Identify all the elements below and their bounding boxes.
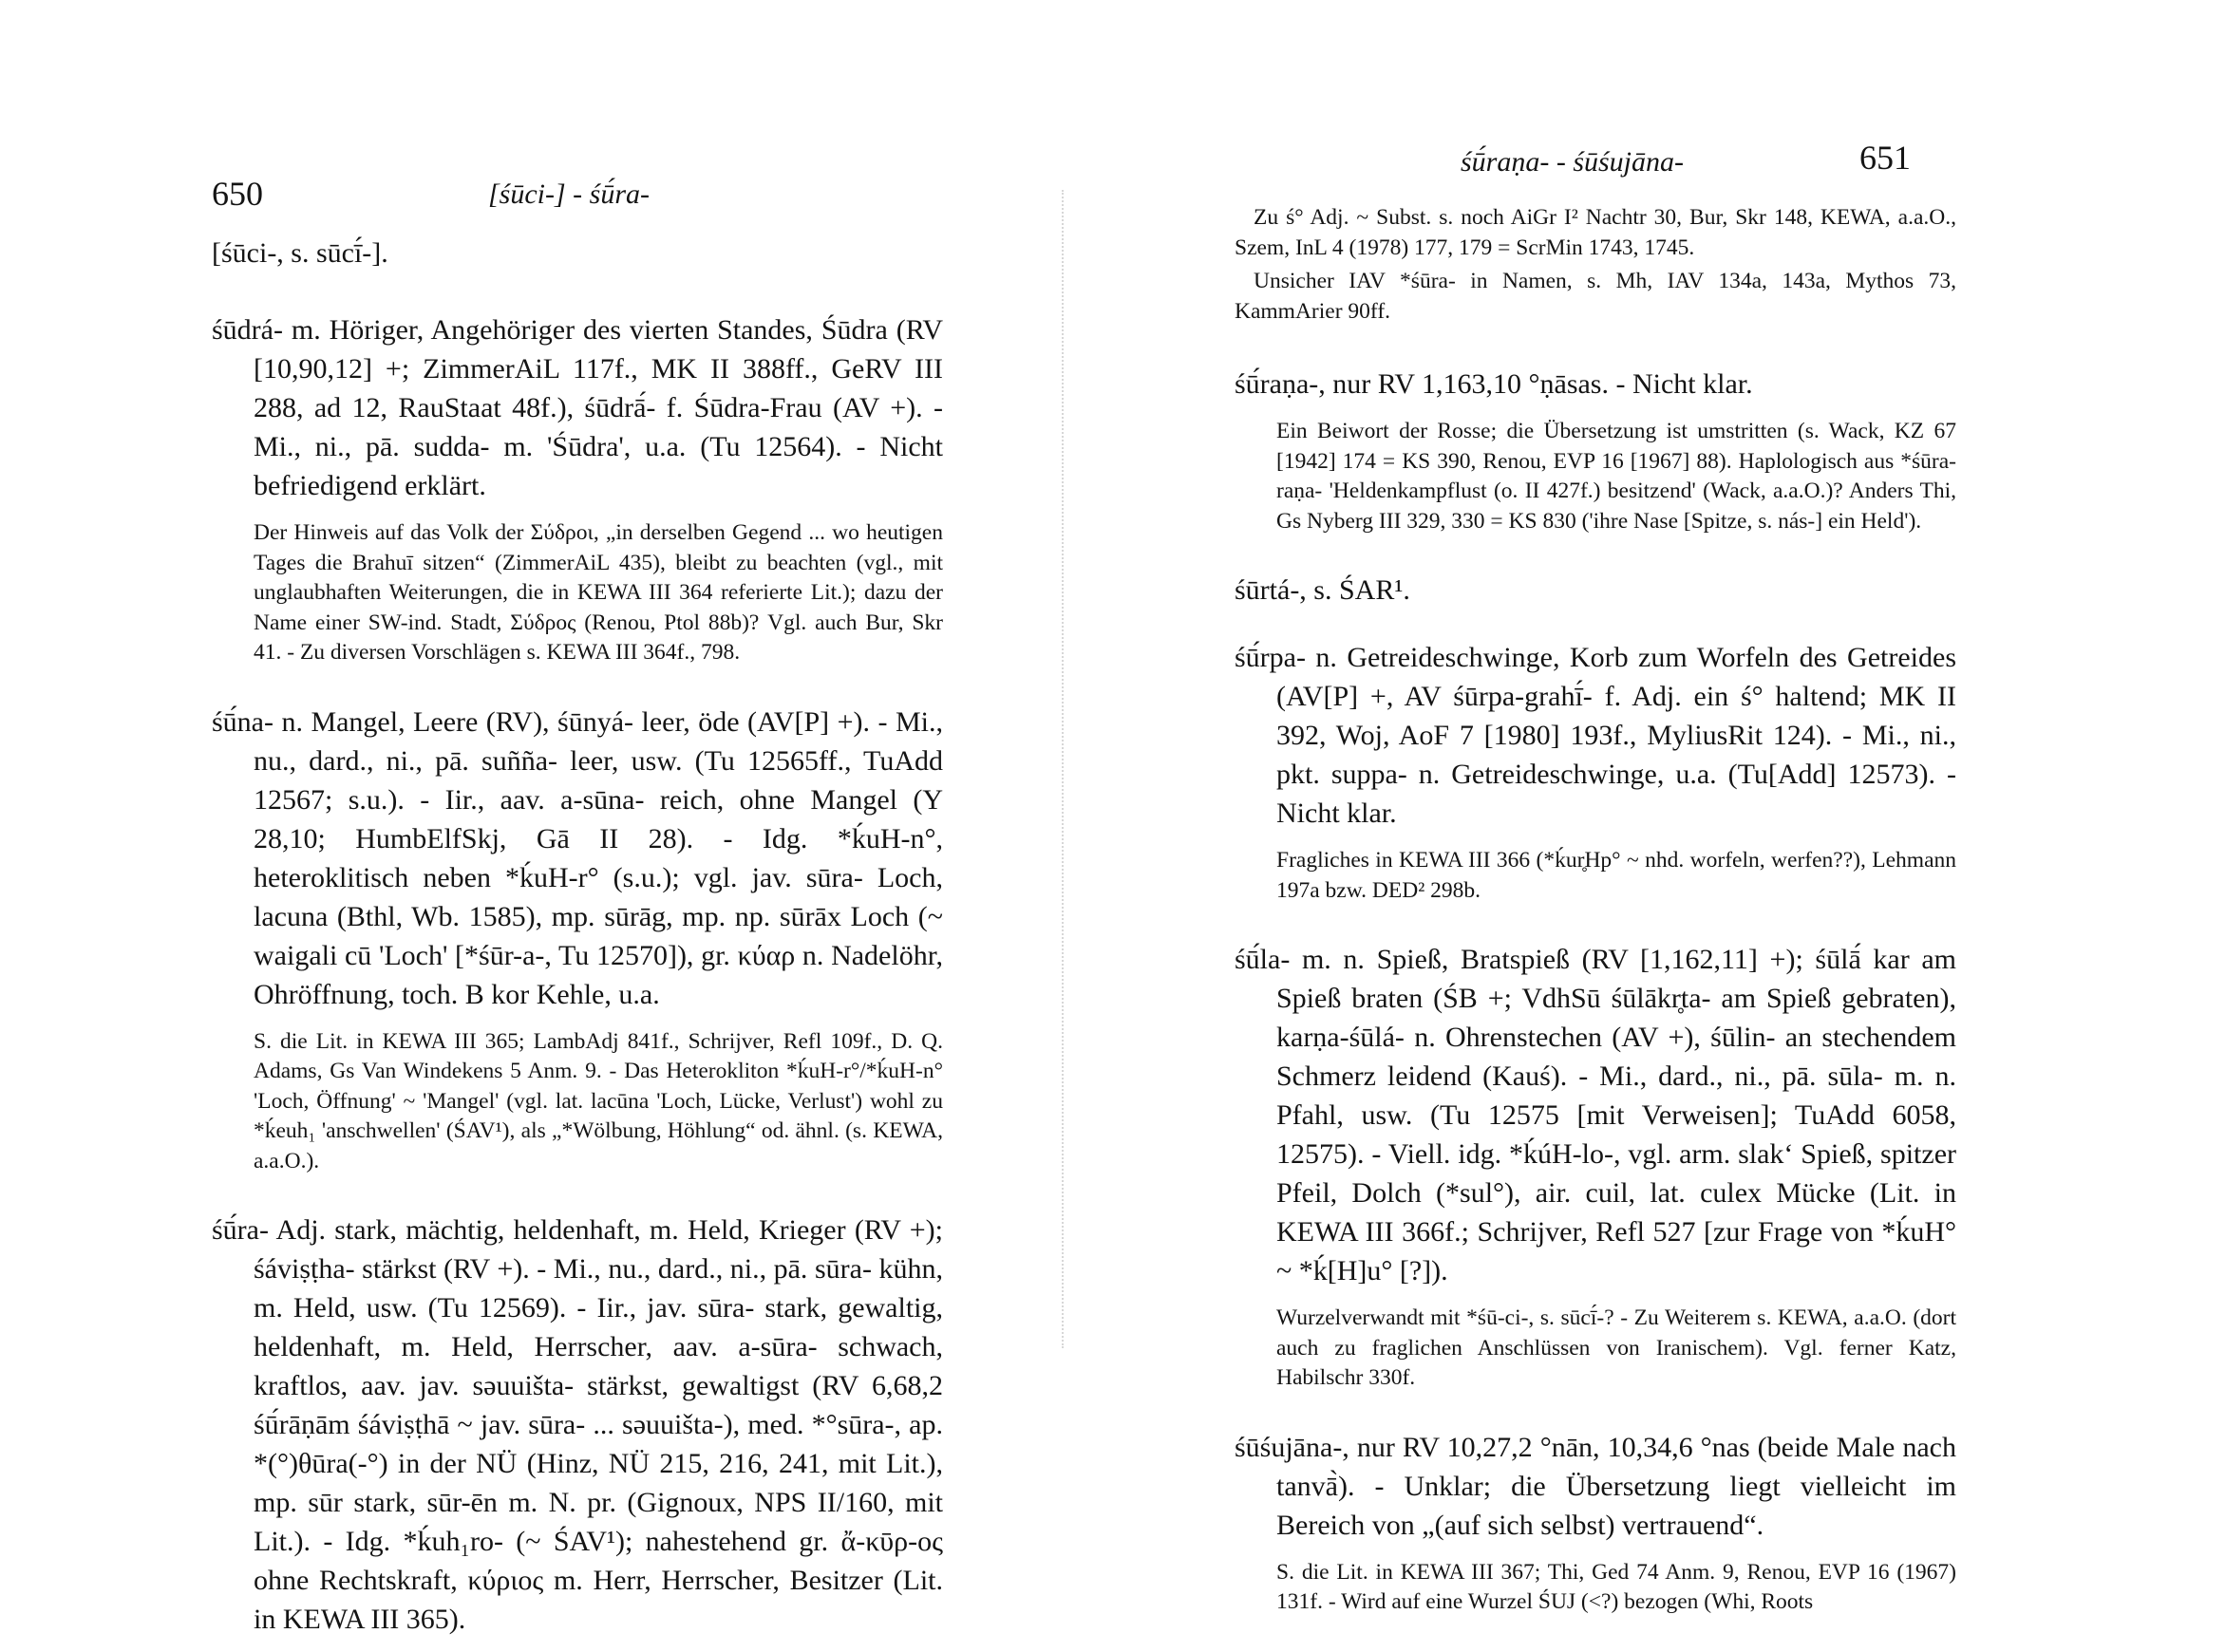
entry-surpa: śū́rpa- n. Getreideschwinge, Korb zum Worfeln des Getreides (AV[P] +, AV śūrpa-grahī́- f. Adj. ein ś° haltend; MK II 392, Woj, AoF 7 [1980] 193f., MyliusRit 124). - Mi., ni., pkt. suppa- n. Getreideschwinge, u.a. (Tu[Add] 12573). - Nicht klar. — [1235, 642, 1956, 829]
right-page-number: 651 — [1859, 139, 1911, 177]
page-gutter — [1062, 190, 1071, 1348]
entry-suci: [śūci-, s. sūcī́-]. — [212, 237, 388, 269]
intro-line-2: Unsicher IAV *śūra- in Namen, s. Mh, IAV 134a, 143a, Mythos 73, KammArier 90ff. — [1235, 269, 1956, 324]
left-page-number: 650 — [212, 175, 263, 213]
right-column — [1235, 203, 1956, 1618]
entry-suna: śū́na- n. Mangel, Leere (RV), śūnyá- leer, öde (AV[P] +). - Mi., nu., dard., ni., pā. suñña- leer, usw. (Tu 12565ff., TuAdd 12567; s.u.). - Iir., aav. a-sūna- reich, ohne Mangel (Y 28,10; HumbElfSkj, Gā II 28). - Idg. *ḱuH-n°, heteroklitisch neben *ḱuH-r° (s.u.); vgl. jav. sūra- Loch, lacuna (Bthl, Wb. 1585), mp. sūrāg, mp. np. sūrāx Loch (~ waigali cū 'Loch' [*śūr-a-, Tu 12570]), gr. κύαρ n. Nadelöhr, Ohröffnung, toch. B kor Kehle, u.a. — [212, 705, 943, 1010]
note-surana: Ein Beiwort der Rosse; die Übersetzung ist umstritten (s. Wack, KZ 67 [1942] 174 = KS 390, Renou, EVP 16 [1967] 88). Haplologisch aus *śūra-raṇa- 'Heldenkampflust (o. II 427f.) besitzend' (Wack, a.a.O.)? Anders Thi, Gs Nyberg III 329, 330 = KS 830 ('ihre Nase [Spitze, s. nás-] ein Held'). — [1276, 419, 1956, 534]
note-surpa: Fragliches in KEWA III 366 (*ḱur̥Hp° ~ nhd. worfeln, werfen??), Lehmann 197a bzw. DED² 298b. — [1276, 848, 1956, 903]
entry-sura: śū́ra- Adj. stark, mächtig, heldenhaft, m. Held, Krieger (RV +); śáviṣṭha- stärkst (RV +). - Mi., nu., dard., ni., pā. sūra- kühn, m. Held, usw. (Tu 12569). - Iir., jav. sūra- stark, gewaltig, heldenhaft, m. Held, Herrscher, aav. a-sūra- schwach, kraftlos, aav. jav. səuuišta- stärkst, gewaltigst (RV 6,68,2 śū́rāṇām śáviṣṭhā ~ jav. sūra- ... səuuišta-), med. *°sūra-, ap. *(°)θūra(-°) in der NÜ (Hinz, NÜ 215, 216, 241, mit Lit.), mp. sūr stark, sūr-ēn m. N. pr. (Gignoux, NPS II/160, mit Lit.). - Idg. *ḱuh₁ro- (~ ŚAV¹); nahestehend gr. ἄ-κῡρ-ος ohne Rechtskraft, κύριος m. Herr, Herrscher, Besitzer (Lit. in KEWA III 365). — [212, 1214, 943, 1635]
entry-surta: śūrtá-, s. ŚAR¹. — [1235, 574, 1410, 606]
right-running-head: śū́raṇa- - śūśujāna- — [1461, 146, 1685, 178]
note-suna: S. die Lit. in KEWA III 365; LambAdj 841f., Schrijver, Refl 109f., D. Q. Adams, Gs Van Windekens 5 Anm. 9. - Das Heterokliton *ḱuH-r°/*ḱuH-n° 'Loch, Öffnung' ~ 'Mangel' (vgl. lat. lacūna 'Loch, Lücke, Verlust') wohl zu *ḱeuh₁ 'anschwellen' (ŚAV¹), als „*Wölbung, Höhlung“ od. ähnl. (s. KEWA, a.a.O.). — [254, 1028, 943, 1173]
left-running-head: [śūci-] - śū́ra- — [488, 178, 650, 210]
entry-susujana: śūśujāna-, nur RV 10,27,2 °nān, 10,34,6 °nas (beide Male nach tanvā̀). - Unklar; die Übersetzung liegt vielleicht im Bereich von „(auf sich selbst) vertrauend“. — [1235, 1431, 1956, 1541]
entry-sula: śū́la- m. n. Spieß, Bratspieß (RV [1,162,11] +); śūlā́ kar am Spieß braten (ŚB +; VdhSū śūlākr̥ta- am Spieß gebraten), karṇa-śūlá- n. Ohrenstechen (AV +), śūlin- an stechendem Schmerz leidend (Kauś). - Mi., dard., ni., pā. sūla- m. n. Pfahl, usw. (Tu 12575 [mit Verweisen]; TuAdd 6058, 12575). - Viell. idg. *ḱúH-lo-, vgl. arm. slakʻ Spieß, spitzer Pfeil, Dolch (*sul°), air. cuil, lat. culex Mücke (Lit. in KEWA III 366f.; Schrijver, Refl 527 [zur Frage von *ḱuH° ~ *ḱ[H]u° [?]). — [1235, 944, 1956, 1286]
note-sula: Wurzelverwandt mit *śū-ci-, s. sūcī́-? - Zu Weiterem s. KEWA, a.a.O. (dort auch zu fraglichen Anschlüssen von Iranischem). Vgl. ferner Katz, Habilschr 330f. — [1276, 1305, 1956, 1390]
left-column — [212, 234, 943, 1652]
intro-line-1: Zu ś° Adj. ~ Subst. s. noch AiGr I² Nachtr 30, Bur, Skr 148, KEWA, a.a.O., Szem, InL 4 (1978) 177, 179 = ScrMin 1743, 1745. — [1235, 205, 1956, 260]
entry-surana: śū́raṇa-, nur RV 1,163,10 °ṇāsas. - Nicht klar. — [1235, 368, 1753, 400]
left-page — [0, 0, 1092, 1635]
note-susujana: S. die Lit. in KEWA III 367; Thi, Ged 74 Anm. 9, Renou, EVP 16 (1967) 131f. - Wird auf eine Wurzel ŚUJ (<?) bezogen (Whi, Roots — [1276, 1559, 1956, 1614]
entry-sudra: śūdrá- m. Höriger, Angehöriger des vierten Standes, Śūdra (RV [10,90,12] +; ZimmerAiL 117f., MK II 388ff., GeRV III 288, ad 12, RauStaat 48f.), śūdrā́- f. Śūdra-Frau (AV +). - Mi., ni., pā. sudda- m. 'Śūdra', u.a. (Tu 12564). - Nicht befriedigend erklärt. — [212, 314, 943, 501]
note-sudra: Der Hinweis auf das Volk der Σύδροι, „in derselben Gegend ... wo heutigen Tages die Brahuī sitzen“ (ZimmerAiL 435), bleibt zu beachten (vgl., mit unglaubhaften Weiterungen, die in KEWA III 364 referierte Lit.); dazu der Name einer SW-ind. Stadt, Σύδρος (Renou, Ptol 88b)? Vgl. auch Bur, Skr 41. - Zu diversen Vorschlägen s. KEWA III 364f., 798. — [254, 520, 943, 665]
